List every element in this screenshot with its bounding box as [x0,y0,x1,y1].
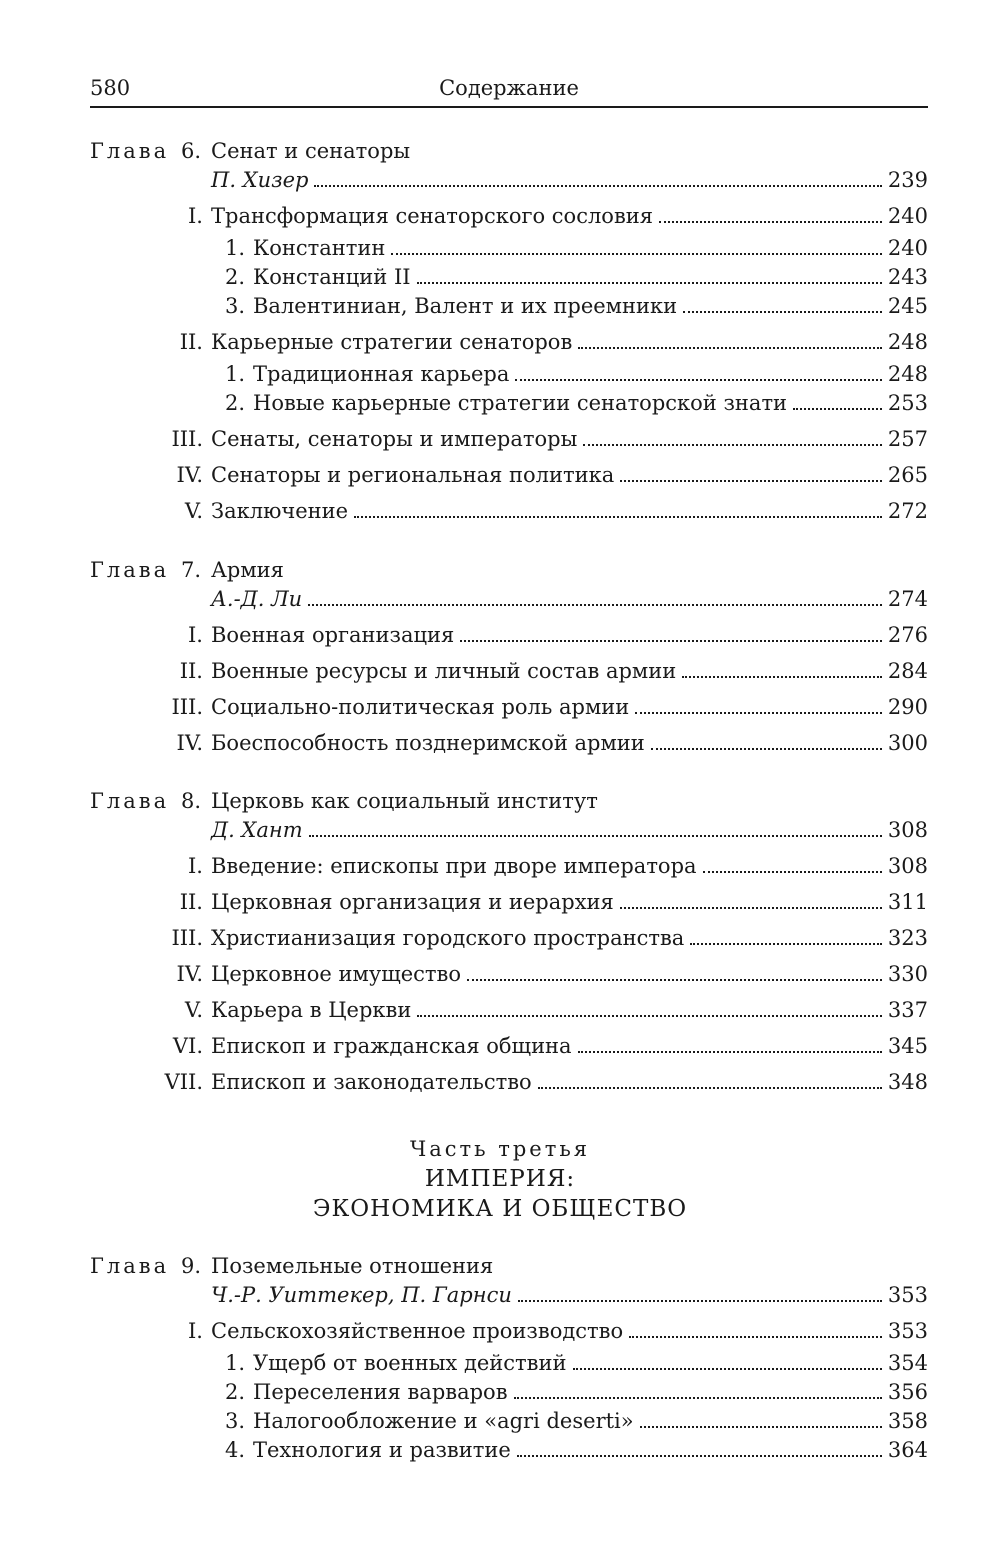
entry-title: Сельскохозяйственное производство [211,1319,624,1343]
leader-dots [514,1396,882,1399]
section-numeral: IV. [176,962,203,986]
toc-entry [188,1316,928,1346]
entry-title: Ущерб от военных действий [253,1351,567,1375]
chapter-9-author [211,1280,928,1310]
author-name: П. Хизер [211,168,309,192]
toc-subentry [224,1435,928,1465]
page-ref: 311 [887,890,928,914]
entry-title: Сенаторы и региональная политика [211,463,615,487]
leader-dots [583,443,882,446]
leader-dots [573,1367,882,1370]
author-name: Д. Хант [211,818,303,842]
toc-entry [176,460,928,490]
leader-dots [391,252,882,255]
leader-dots [354,515,882,518]
author-name: Ч.-Р. Уиттекер, П. Гарнси [211,1283,512,1307]
section-numeral: II. [179,330,203,354]
toc-entry [188,620,928,650]
subsection-number: 1. [224,362,245,386]
author-name: А.-Д. Ли [211,587,303,611]
leader-dots [467,978,882,981]
leader-dots [640,1425,882,1428]
chapter-6-heading [0,136,1000,166]
leader-dots [682,675,882,678]
page-ref: 353 [887,1319,928,1343]
page-ref: 330 [887,962,928,986]
leader-dots [683,310,882,313]
entry-title: Валентиниан, Валент и их преемники [253,294,678,318]
leader-dots [515,378,882,381]
subsection-number: 1. [224,236,245,260]
page-ref: 308 [887,854,928,878]
page-ref: 248 [887,330,928,354]
page-ref: 243 [887,265,928,289]
leader-dots [629,1335,882,1338]
leader-dots [518,1299,882,1302]
toc-entry [176,728,928,758]
page-ref: 356 [887,1380,928,1404]
entry-title: Налогообложение и «agri deserti» [253,1409,634,1433]
entry-title: Церковное имущество [211,962,462,986]
running-title: Содержание [439,76,579,100]
chapter-7-heading [0,555,1000,585]
leader-dots [538,1086,882,1089]
leader-dots [460,639,882,642]
section-numeral: II. [179,890,203,914]
chapter-title: Поземельные отношения [211,1254,494,1278]
toc-subentry [224,359,928,389]
section-numeral: II. [179,659,203,683]
subsection-number: 1. [224,1351,245,1375]
leader-dots [635,711,882,714]
chapter-number: 7. [181,558,202,582]
leader-dots [309,834,882,837]
page-ref: 364 [887,1438,928,1462]
leader-dots [620,479,882,482]
section-numeral: I. [188,204,203,228]
section-numeral: I. [188,623,203,647]
entry-title: Заключение [211,499,349,523]
leader-dots [314,184,881,187]
page-header [90,74,928,108]
chapter-title: Армия [211,558,284,582]
toc-entry [176,959,928,989]
toc-entry [188,201,928,231]
chapter-7-author [211,584,928,614]
chapter-title: Сенат и сенаторы [211,139,411,163]
page-ref: 284 [887,659,928,683]
page-ref: 240 [887,204,928,228]
toc-entry [164,1067,928,1097]
page-ref: 337 [887,998,928,1022]
entry-title: Константин [253,236,386,260]
entry-title: Новые карьерные стратегии сенаторской знати [253,391,788,415]
entry-title: Боеспособность позднеримской армии [211,731,645,755]
chapter-9-heading [0,1251,1000,1281]
page-ref: 290 [887,695,928,719]
leader-dots [793,407,882,410]
entry-title: Военная организация [211,623,455,647]
subsection-number: 3. [224,1409,245,1433]
entry-title: Социально-политическая роль армии [211,695,630,719]
subsection-number: 2. [224,1380,245,1404]
entry-title: Христианизация городского пространства [211,926,685,950]
section-numeral: III. [171,427,203,451]
leader-dots [578,1050,882,1053]
subsection-number: 2. [224,391,245,415]
chapter-number: 8. [181,789,202,813]
chapter-title: Церковь как социальный институт [211,789,598,813]
page-ref: 240 [887,236,928,260]
subsection-number: 4. [224,1438,245,1462]
section-numeral: V. [184,998,203,1022]
toc-subentry [224,1348,928,1378]
entry-title: Переселения варваров [253,1380,508,1404]
page-ref: 323 [887,926,928,950]
section-numeral: I. [188,854,203,878]
leader-dots [651,747,882,750]
section-numeral: IV. [176,463,203,487]
toc-entry [188,851,928,881]
leader-dots [578,346,882,349]
chapter-label: Глава [90,558,170,582]
entry-title: Введение: епископы при дворе императора [211,854,697,878]
toc-entry [184,496,928,526]
toc-entry [172,1031,928,1061]
section-numeral: VII. [164,1070,203,1094]
page-ref: 274 [887,587,928,611]
page-ref: 353 [887,1283,928,1307]
entry-title: Традиционная карьера [253,362,510,386]
section-numeral: I. [188,1319,203,1343]
page-ref: 253 [887,391,928,415]
part-title-line-1: ИМПЕРИЯ: [424,1166,576,1192]
leader-dots [308,603,882,606]
toc-entry [171,923,928,953]
toc-subentry [224,262,928,292]
toc-entry [171,424,928,454]
part-title-line-2: ЭКОНОМИКА И ОБЩЕСТВО [312,1196,688,1222]
chapter-8-heading [0,786,1000,816]
page-ref: 308 [887,818,928,842]
subsection-number: 3. [224,294,245,318]
entry-title: Епископ и гражданская община [211,1034,572,1058]
toc-entry [179,327,928,357]
chapter-label: Глава [90,139,170,163]
entry-title: Карьера в Церкви [211,998,412,1022]
toc-subentry [224,233,928,263]
chapter-number: 9. [181,1254,202,1278]
leader-dots [690,942,882,945]
entry-title: Церковная организация и иерархия [211,890,614,914]
page-ref: 257 [887,427,928,451]
entry-title: Трансформация сенаторского сословия [211,204,654,228]
section-numeral: V. [184,499,203,523]
page-ref: 348 [887,1070,928,1094]
chapter-label: Глава [90,789,170,813]
toc-entry [179,887,928,917]
leader-dots [417,281,882,284]
leader-dots [417,1014,882,1017]
page-ref: 248 [887,362,928,386]
leader-dots [659,220,882,223]
page-ref: 239 [887,168,928,192]
page-ref: 300 [887,731,928,755]
page-ref: 245 [887,294,928,318]
subsection-number: 2. [224,265,245,289]
part-label: Часть третья [409,1137,591,1161]
page-ref: 265 [887,463,928,487]
chapter-6-author [211,165,928,195]
page-ref: 358 [887,1409,928,1433]
chapter-label: Глава [90,1254,170,1278]
page-ref: 272 [887,499,928,523]
section-numeral: VI. [172,1034,203,1058]
leader-dots [703,870,882,873]
toc-entry [179,656,928,686]
toc-entry [171,692,928,722]
entry-title: Карьерные стратегии сенаторов [211,330,573,354]
page-ref: 276 [887,623,928,647]
toc-entry [184,995,928,1025]
entry-title: Епископ и законодательство [211,1070,532,1094]
entry-title: Констанций II [253,265,411,289]
page-ref: 354 [887,1351,928,1375]
toc-subentry [224,1406,928,1436]
leader-dots [517,1454,882,1457]
toc-subentry [224,1377,928,1407]
page-ref: 345 [887,1034,928,1058]
section-numeral: IV. [176,731,203,755]
entry-title: Сенаты, сенаторы и императоры [211,427,578,451]
section-numeral: III. [171,926,203,950]
chapter-number: 6. [181,139,202,163]
chapter-8-author [211,815,928,845]
entry-title: Военные ресурсы и личный состав армии [211,659,677,683]
leader-dots [620,906,882,909]
toc-subentry [224,291,928,321]
page-number: 580 [90,76,131,100]
entry-title: Технология и развитие [253,1438,511,1462]
section-numeral: III. [171,695,203,719]
toc-subentry [224,388,928,418]
